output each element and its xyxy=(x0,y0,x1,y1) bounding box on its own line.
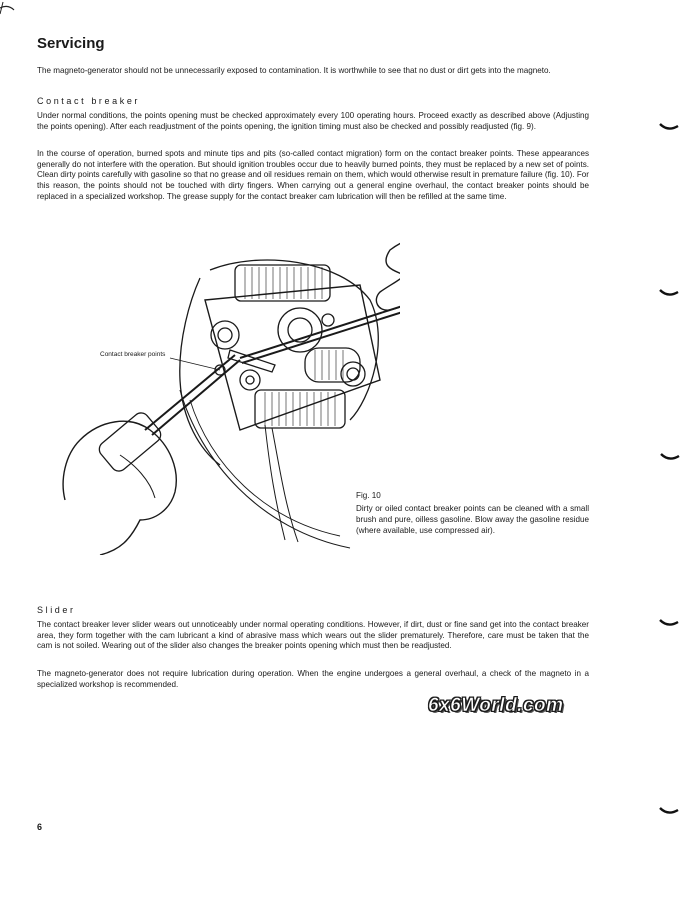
watermark-logo: 6x6World.com xyxy=(428,695,564,716)
contact-breaker-heading: Contact breaker xyxy=(37,96,141,106)
intro-paragraph: The magneto-generator should not be unnecessarily exposed to contamination. It is worthwhile to see that no dust or dirt gets into the magneto. xyxy=(37,66,551,75)
contact-breaker-points-label: Contact breaker points xyxy=(100,351,166,358)
page-number: 6 xyxy=(37,822,43,832)
magneto-illustration xyxy=(60,230,400,555)
slider-heading: Slider xyxy=(37,605,76,615)
page-title: Servicing xyxy=(37,35,105,52)
contact-breaker-paragraph-2: In the course of operation, burned spots and minute tips and pits (so-called contact migration) form on the contact breaker points. These appearances generally do not interfere with the operation. But should ignition troubles occur due to heavily burned points, they must be replaced by a new set of points. Clean dirty points carefully with gasoline so that no grease and oil residues remain on them, which would otherwise result in premature failure (fig. 10). For this reason, the points should not be touched with dirty fingers. When carrying out a general engine overhaul, the contact breaker points should be replaced in a specialized workshop. The grease supply for the contact breaker cam lubrication will then be refilled at the same time. xyxy=(37,149,589,201)
slider-paragraph-2: The magneto-generator does not require lubrication during operation. When the engine undergoes a general overhaul, a check of the magneto in a specialized workshop is recommended. xyxy=(37,669,589,689)
slider-paragraph-1: The contact breaker lever slider wears out unnoticeably under normal operating conditions. However, if dirt, dust or fine sand get into the contact breaker area, they form together with the cam lubricant a kind of abrasive mass which wears out the slider prematurely. Therefore, care must be taken that the cam is not soiled. Wearing out of the slider also changes the breaker points opening which must then be readjusted. xyxy=(37,620,589,651)
figure-caption: Dirty or oiled contact breaker points can be cleaned with a small brush and pure, oilless gasoline. Blow away the gasoline residue (where available, use compressed air). xyxy=(356,504,589,536)
figure-number: Fig. 10 xyxy=(356,491,381,500)
contact-breaker-paragraph-1: Under normal conditions, the points opening must be checked approximately every 100 operating hours. Proceed exactly as described above (Adjusting the points opening). After each readjustment of the points opening, the ignition timing must also be checked and possibly readjusted (fig. 9). xyxy=(37,111,589,131)
